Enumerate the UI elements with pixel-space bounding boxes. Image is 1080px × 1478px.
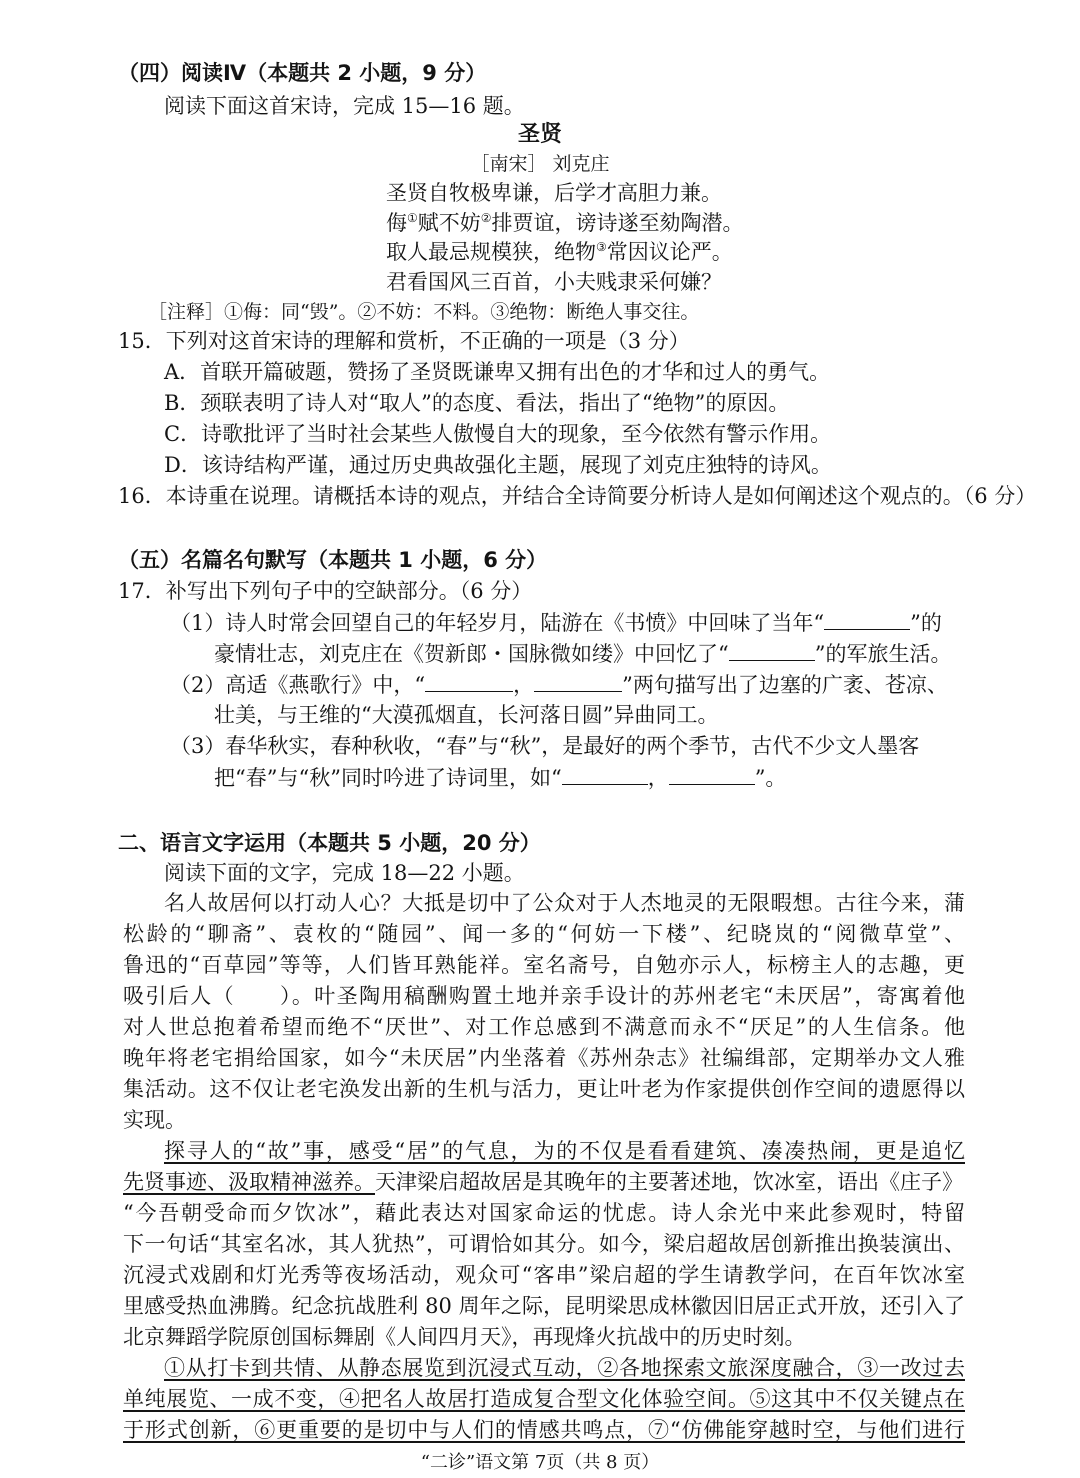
passage-line: 沉浸式戏剧和灯光秀等夜场活动，观众可“客串”梁启超的学生请教学问，在百年饮冰室 — [123, 1263, 965, 1287]
page-footer: “二诊”语文第 7页（共 8 页） — [420, 1452, 660, 1473]
q17-item-3-line-1: （3）春华秋实，春种秋收，“春”与“秋”，是最好的两个季节，古代不少文人墨客 — [170, 734, 920, 758]
poem-author: ［南宋］ 刘克庄 — [470, 153, 610, 175]
passage-line: 鲁迅的“百草园”等等，人们皆耳熟能祥。室名斋号，自勉亦示人，标榜主人的志趣，更 — [123, 953, 965, 977]
poem-title: 圣贤 — [517, 122, 562, 147]
passage-line: 北京舞蹈学院原创国标舞剧《人间四月天》，再现烽火抗战中的历史时刻。 — [123, 1325, 806, 1349]
passage-line: 松龄的“聊斋”、袁枚的“随园”、闻一多的“何妨一下楼”、纪晓岚的“阅微草堂”、 — [123, 922, 965, 946]
answer-blank[interactable] — [562, 762, 648, 785]
answer-blank[interactable] — [425, 669, 513, 692]
q17-item-1-line-2: 豪情壮志，刘克庄在《贺新郎・国脉微如缕》中回忆了“ ”的军旅生活。 — [214, 638, 951, 670]
passage-line: 晚年将老宅捐给国家，如今“未厌居”内坐落着《苏州杂志》社编缉部，定期举办文人雅 — [123, 1046, 965, 1070]
q15-option-c: C．诗歌批评了当时社会某些人傲慢自大的现象，至今依然有警示作用。 — [164, 422, 832, 446]
question-16: 16．本诗重在说理。请概括本诗的观点，并结合全诗简要分析诗人是如何阐述这个观点的。（6 分） — [118, 484, 1037, 508]
answer-blank[interactable] — [534, 669, 622, 692]
section-heading-recitation: （五）名篇名句默写（本题共 1 小题，6 分） — [118, 548, 548, 572]
q17-item-2-line-1: （2）高适《燕歌行》中，“ ， ”两句描写出了边塞的广袤、苍凉、 — [170, 669, 948, 701]
passage-line: 名人故居何以打动人心？大抵是切中了公众对于人杰地灵的无限暇想。古往今来，蒲 — [164, 891, 965, 915]
passage-line: 先贤事迹、汲取精神滋养。天津梁启超故居是其晚年的主要著述地，饮冰室，语出《庄子》 — [123, 1170, 963, 1194]
passage-line: 对人世总抱着希望而绝不“厌世”、对工作总感到不满意而永不“厌足”的人生信条。他 — [123, 1015, 965, 1039]
q17-item-2-line-2: 壮美，与王维的“大漠孤烟直，长河落日圆”异曲同工。 — [214, 703, 719, 727]
poem-line: 圣贤自牧极卑谦，后学才高胆力兼。 — [386, 181, 722, 205]
poem-line: 君看国风三百首，小夫贱隶采何嫌？ — [386, 270, 722, 294]
passage-line: 集活动。这不仅让老宅涣发出新的生机与活力，更让叶老为作家提供创作空间的遗愿得以 — [123, 1077, 965, 1101]
q15-option-d: D．该诗结构严谨，通过历史典故强化主题，展现了刘克庄独特的诗风。 — [164, 453, 832, 477]
answer-blank[interactable] — [824, 607, 910, 630]
passage-line: 里感受热血沸腾。纪念抗战胜利 80 周年之际，昆明梁思成林徽因旧居正式开放，还引入了 — [123, 1294, 965, 1318]
section-intro: 阅读下面这首宋诗，完成 15—16 题。 — [164, 94, 525, 118]
passage-line: “今吾朝受命而夕饮冰”，藉此表达对国家命运的忧虑。诗人余光中来此参观时，特留 — [123, 1201, 965, 1225]
poem-line: 侮①赋不妨②排贾谊，谤诗遂至劾陶潜。 — [386, 211, 744, 235]
poem-note: ［注释］①侮：同“毁”。②不妨：不料。③绝物：断绝人事交往。 — [148, 301, 700, 323]
section-heading-reading-4: （四）阅读Ⅳ（本题共 2 小题，9 分） — [118, 61, 487, 85]
passage-line: 吸引后人（ ）。叶圣陶用稿酬购置土地并亲手设计的苏州老宅“未厌居”，寄寓着他 — [123, 984, 965, 1008]
answer-blank[interactable] — [729, 638, 815, 661]
q15-option-b: B．颈联表明了诗人对“取人”的态度、看法，指出了“绝物”的原因。 — [164, 391, 790, 415]
passage-line: 实现。 — [123, 1108, 186, 1132]
question-17: 17．补写出下列句子中的空缺部分。（6 分） — [118, 579, 533, 603]
passage-line: 下一句话“其室名冰，其人犹热”，可谓恰如其分。如今，梁启超故居创新推出换装演出、 — [123, 1232, 965, 1256]
q17-item-3-line-2: 把“春”与“秋”同时吟进了诗词里，如“ ， ”。 — [214, 762, 786, 794]
answer-blank[interactable] — [669, 762, 755, 785]
q17-item-1-line-1: （1）诗人时常会回望自己的年轻岁月，陆游在《书愤》中回味了当年“ ”的 — [170, 607, 942, 639]
part-intro: 阅读下面的文字，完成 18—22 小题。 — [164, 861, 525, 885]
q15-option-a: A．首联开篇破题，赞扬了圣贤既谦卑又拥有出色的才华和过人的勇气。 — [164, 360, 831, 384]
underlined-sentence: 探寻人的“故”事，感受“居”的气息，为的不仅是看看建筑、凑凑热闹，更是追忆 — [164, 1139, 965, 1163]
underlined-sentence: 于形式创新，⑥更重要的是切中与人们的情感共鸣点，⑦“仿佛能穿越时空，与他们进行 — [123, 1418, 965, 1442]
question-15: 15．下列对这首宋诗的理解和赏析，不正确的一项是（3 分） — [118, 329, 690, 353]
underlined-sentence: ①从打卡到共情、从静态展览到沉浸式互动，②各地探索文旅深度融合，③一改过去 — [164, 1356, 965, 1380]
poem-line: 取人最忌规模狭，绝物③常因议论严。 — [386, 240, 733, 264]
underlined-sentence: 单纯展览、一成不变，④把名人故居打造成复合型文化体验空间。⑤这其中不仅关键点在 — [123, 1387, 965, 1411]
part-heading-language-use: 二、语言文字运用（本题共 5 小题，20 分） — [118, 831, 541, 855]
